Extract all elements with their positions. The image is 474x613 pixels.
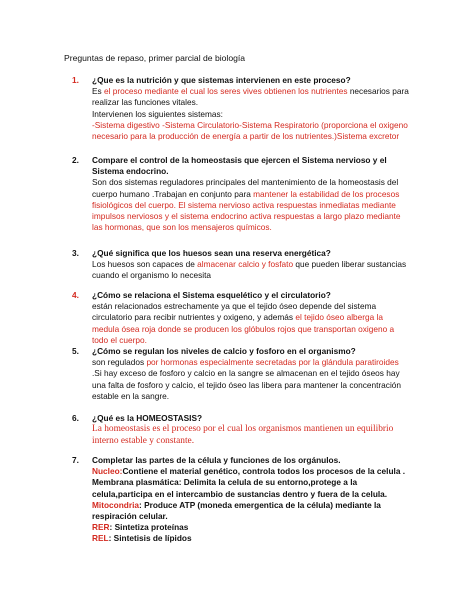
answer-paragraph: Es el proceso mediante el cual los seres vives obtienen los nutrientes necesarios para realizar las funciones vitales. [92,86,409,108]
answer-paragraph: son regulados por hormonas especialmente secretadas por la glándula paratiroides .Si hay exceso de fosforo y calcio en la sangre se almacenan en el tejido óseos hay una falta de fosforo y calcio, el tejido óseo las libera para mantener la concentración estable en la sangre. [92,357,402,401]
highlighted-answer: el tejido óseo alberga la medula ósea roja donde se producen los glóbulos rojos que transportan oxigeno a todo el cuerpo. [92,312,395,345]
homeostasis-term: HOMEOSTASIS [136,413,197,423]
cell-part-label: Nucleo: [92,466,123,477]
question-text: ¿Cómo se relaciona el Sistema esquelético y el circulatorio? [92,290,331,300]
cell-part-rer: RER: Sintetiza proteínas [92,522,189,533]
question-text: ¿Cómo se regulan los niveles de calcio y fosforo en el organismo? [92,346,356,356]
question-number: 3. [72,248,79,258]
question-number: 5. [72,346,79,356]
answer-paragraph: están relacionados estrechamente ya que el tejido óseo depende del sistema circulatorio para recibir nutrientes y oxigeno, y además el tejido óseo alberga la medula ósea roja donde se producen los glóbulos rojos que transportan oxigeno a todo el cuerpo. [92,301,395,345]
highlighted-answer: mantener la estabilidad de los procesos fisiológicos del cuerpo. El sistema nervioso activa respuestas inmediatas mediante impulsos nerviosos y el sistema endocrino activa respuestas a largo plazo mediante las hormonas, que son los mensajeros químicos. [92,188,401,233]
question-text: Compare el control de la homeostasis que ejercen el Sistema nervioso y el Sistema endocrino. [92,155,387,177]
document-title: Preguntas de repaso, primer parcial de biología [64,53,246,63]
question-number: 6. [72,413,79,423]
question-text: ¿Que es la nutrición y que sistemas intervienen en este proceso? [92,75,351,85]
question-number: 7. [72,455,79,465]
cell-part-mitochondria: Mitocondria: Produce ATP (moneda emergentica de la célula) mediante la respiración celular. [92,499,381,522]
cell-part-rel: REL: Sintetisis de lípidos [92,533,192,544]
cell-part-membrane: Membrana plasmática: Delimita la celula de su entorno,protege a la celula,participa en el intercambio de sustancias dentro y fuera de la celula. [92,477,388,499]
highlighted-answer: el proceso mediante el cual los seres vives obtienen los nutrientes [104,86,348,97]
question-text: ¿Qué significa que los huesos sean una reserva energética? [92,248,331,258]
question-text: Completar las partes de la célula y funciones de los orgánulos. [92,455,341,465]
answer-paragraph: Son dos sistemas reguladores principales del mantenimiento de la homeostasis del cuerpo humano .Trabajan en conjunto para mantener la estabilidad de los procesos fisiológicos del cuerpo. El sistema nervioso activa respuestas inmediatas mediante impulsos nerviosos y el sistema endocrino activa respuestas a largo plazo mediante las hormonas, que son los mensajeros químicos. [92,177,401,233]
cell-part-label: RER [92,522,110,533]
answer-paragraph: Los huesos son capaces de almacenar calcio y fosfato que pueden liberar sustancias cuando el organismo lo necesita [92,259,407,281]
question-number: 2. [72,155,79,165]
answer-paragraph: Intervienen los siguientes sistemas: [92,108,223,119]
cell-part-nucleus: Nucleo:Contiene el material genético, controla todos los procesos de la celula . [92,466,406,477]
highlighted-answer: La homeostasis es el proceso por el cual los organismos mantienen un equilibrio interno estable y constante. [92,424,394,446]
question-number: 4. [72,290,79,300]
highlighted-answer: por hormonas especialmente secretadas por la glándula paratiroides [146,357,399,368]
highlighted-answer: almacenar calcio y fosfato [197,259,294,270]
cell-part-label: REL [92,533,109,544]
highlighted-answer: -Sistema digestivo -Sistema Circulatorio-Sistema Respiratorio (proporciona el oxigeno necesario para la producción de energía a partir de los nutrientes.)Sistema excretor [92,119,408,142]
question-text: ¿Qué es la HOMEOSTASIS? [92,413,203,423]
cell-part-label: Mitocondria [92,499,140,510]
question-number: 1. [72,75,79,85]
